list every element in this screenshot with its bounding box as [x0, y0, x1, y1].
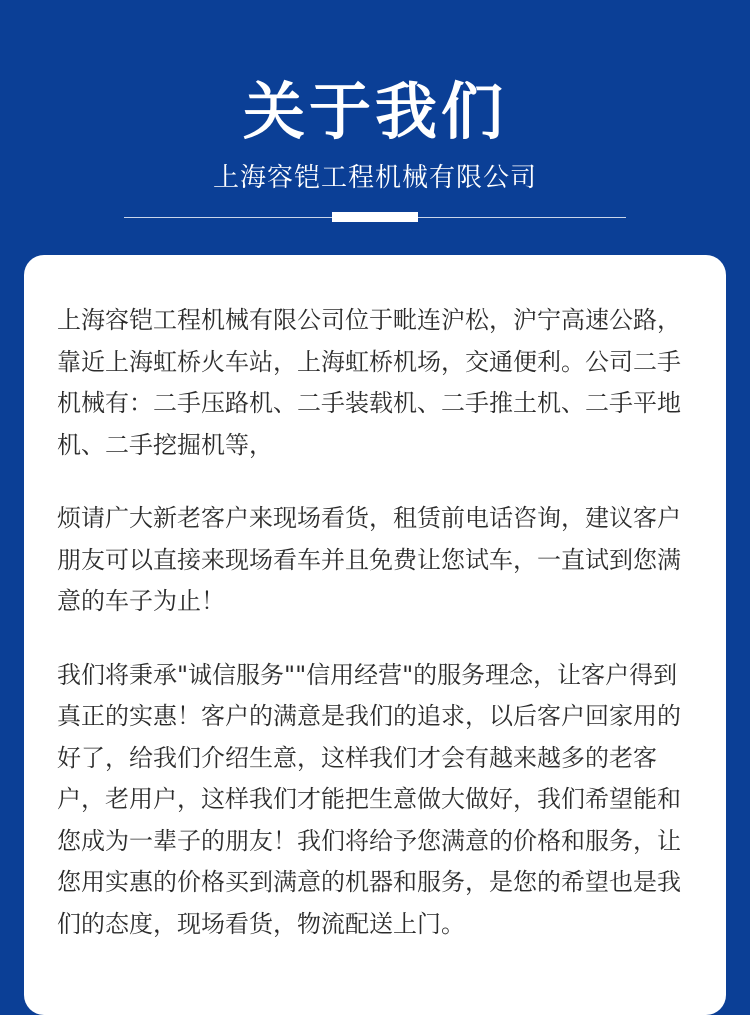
- paragraph-invitation: 烦请广大新老客户来现场看货，租赁前电话咨询，建议客户朋友可以直接来现场看车并且免费让您试车，一直试到您满意的车子为止！: [57, 504, 681, 615]
- header-section: [0, 0, 750, 255]
- paragraph-intro: 上海容铠工程机械有限公司位于毗连沪松，沪宁高速公路，靠近上海虹桥火车站，上海虹桥机场，交通便利。公司二手机械有：二手压路机、二手装载机、二手推土机、二手平地机、二手挖掘机等，: [57, 306, 681, 459]
- about-content: [57, 300, 697, 977]
- divider-accent-bar: [332, 212, 418, 222]
- company-subtitle: 上海容铠工程机械有限公司: [212, 163, 537, 193]
- paragraph-philosophy: 我们将秉承"诚信服务""信用经营"的服务理念，让客户得到真正的实惠！客户的满意是我们的追求，以后客户回家用的好了，给我们介绍生意，这样我们才会有越来越多的老客户，老用户，这样我们才能把生意做大做好，我们希望能和您成为一辈子的朋友！我们将给予您满意的价格和服务，让您用实惠的价格买到满意的机器和服务，是您的希望也是我们的态度，现场看货，物流配送上门。: [57, 660, 681, 938]
- page-title: 关于我们: [242, 75, 507, 148]
